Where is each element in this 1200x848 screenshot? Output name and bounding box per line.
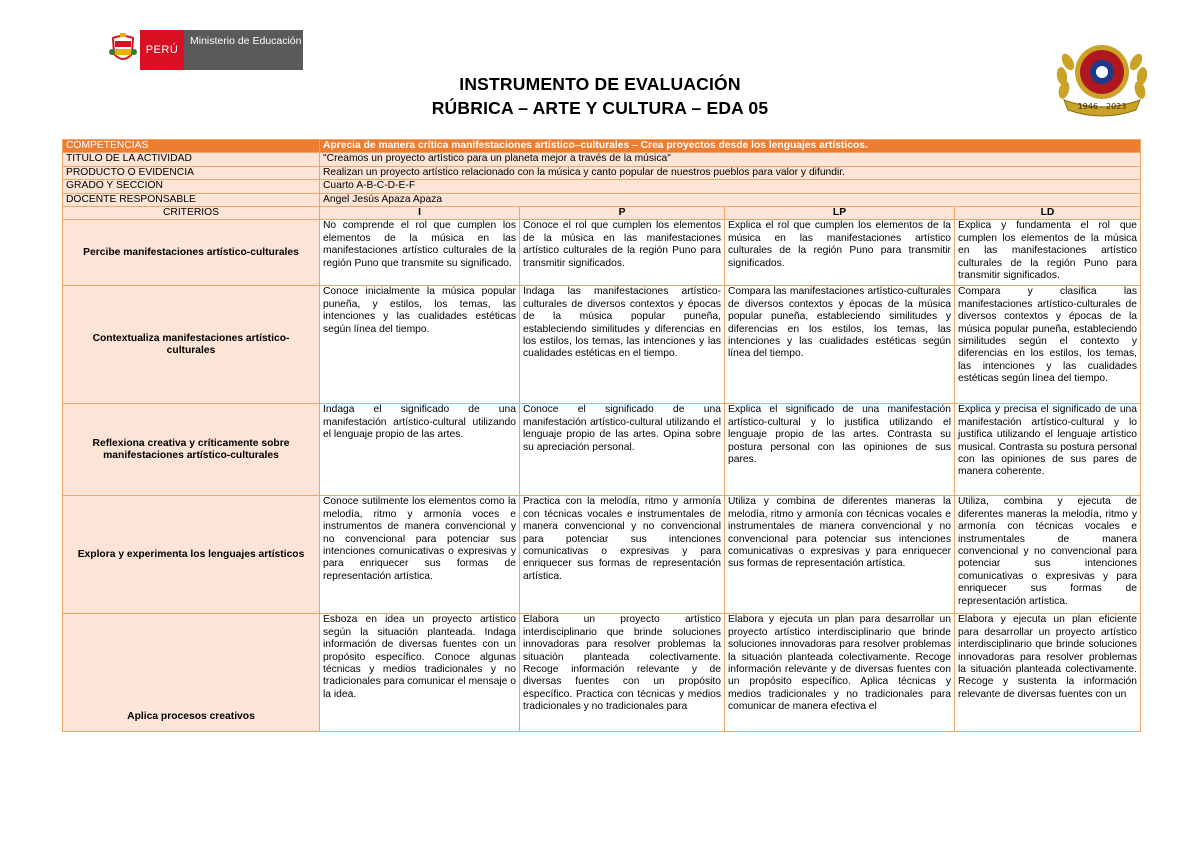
grado-value: Cuarto A-B-C-D-E-F: [320, 180, 1141, 193]
table-row: [63, 496, 1141, 614]
page-subtitle: RÚBRICA – ARTE Y CULTURA – EDA 05: [431, 98, 769, 118]
level-lp-cell: Explica el significado de una manifestación artístico-cultural y lo justifica utilizando el lenguaje propio de las artes. Contrasta su postura personal con las opiniones de sus pares.: [725, 404, 955, 496]
peru-label: PERÚ: [140, 30, 184, 70]
svg-text:1946 - 2023: 1946 - 2023: [1077, 102, 1127, 111]
competencias-label: COMPETENCIAS: [63, 140, 320, 153]
level-i-cell: Indaga el significado de una manifestación artístico-cultural utilizando el lenguaje propio de las artes.: [320, 404, 520, 496]
grado-label: GRADO Y SECCIÓN: [63, 180, 320, 193]
level-lp-header: LP: [725, 207, 955, 220]
level-ld-cell: Elabora y ejecuta un plan eficiente para desarrollar un proyecto artístico interdisciplinario que brinde soluciones innovadoras para resolver problemas la situación planteada colectivamente. Recoge y sustenta la información relevante de diversas fuentes con un: [955, 614, 1141, 732]
level-p-cell: Conoce el significado de una manifestación artístico-cultural utilizando el lenguaje propio de las artes. Opina sobre su apreciación personal.: [520, 404, 725, 496]
level-i-cell: Conoce sutilmente los elementos como la melodía, ritmo y armonía voces e instrumentos de manera convencional y no convencional para potenciar sus intenciones comunicativas o expresivas y para enriquecer sus formas de representación artística.: [320, 496, 520, 614]
competencias-row: [63, 140, 1141, 153]
level-i-cell: Esboza en idea un proyecto artístico según la situación planteada. Indaga información de diversas fuentes con un propósito específico. Conoce algunas técnicas y medios tradicionales y no tradicionales para comunicar el mensaje o la idea.: [320, 614, 520, 732]
titulo-value: "Creamos un proyecto artístico para un planeta mejor a través de la música": [320, 153, 1141, 166]
school-crest-icon: [1050, 34, 1154, 118]
rubric-table: [62, 139, 1141, 732]
producto-label: PRODUCTO O EVIDENCIA: [63, 166, 320, 179]
level-lp-cell: Utiliza y combina de diferentes maneras la melodía, ritmo y armonía con técnicas vocales e instrumentales de manera convencional y no convencional para potenciar sus intenciones comunicativas o expresivas y para enriquecer sus formas de representación artística.: [725, 496, 955, 614]
peru-shield-icon: [106, 30, 140, 70]
level-i-cell: No comprende el rol que cumplen los elementos de la música en las manifestaciones artístico culturales de la región Puno que transmite su significado.: [320, 220, 520, 286]
titulo-label: TITULO DE LA ACTIVIDAD: [63, 153, 320, 166]
criterion-cell: Aplica procesos creativos: [63, 614, 320, 732]
level-ld-cell: Explica y fundamenta el rol que cumplen los elementos de la música en las manifestaciones artístico culturales de la región Puno para transmitir significados.: [955, 220, 1141, 286]
level-ld-cell: Utiliza, combina y ejecuta de diferentes maneras la melodía, ritmo y armonía con técnicas vocales e instrumentales de manera convencional y no convencional para potenciar sus intenciones comunicativas o expresivas y para enriquecer sus formas de representación artística.: [955, 496, 1141, 614]
competencias-value: Aprecia de manera crítica manifestaciones artístico–culturales – Crea proyectos desde los lenguajes artísticos.: [320, 140, 1141, 153]
level-lp-cell: Elabora y ejecuta un plan para desarrollar un proyecto artístico interdisciplinario que brinde soluciones innovadoras para resolver problemas la situación planteada colectivamente. Recoge información relevante y de diversas fuentes con un propósito específico. Aplica técnicas y medios tradicionales y no tradicionales para comunicar de manera efectiva el: [725, 614, 955, 732]
table-row: [63, 404, 1141, 496]
titulo-row: [63, 153, 1141, 166]
level-ld-cell: Explica y precisa el significado de una manifestación artístico-cultural y lo justifica utilizando el lenguaje artístico musical. Contrasta su postura personal con las opiniones de sus pares de manera coherente.: [955, 404, 1141, 496]
level-p-cell: Indaga las manifestaciones artístico-culturales de diversos contextos y épocas de la música popular puneña, estableciendo similitudes y diferencias en los estilos, los temas, las intenciones y las cualidades estéticas en el tiempo.: [520, 286, 725, 404]
docente-value: Angel Jesús Apaza Apaza: [320, 193, 1141, 206]
level-ld-header: LD: [955, 207, 1141, 220]
criterion-cell: Percibe manifestaciones artístico-culturales: [63, 220, 320, 286]
level-lp-cell: Explica el rol que cumplen los elementos de la música en las manifestaciones artístico culturales de la región Puno para transmitir significados.: [725, 220, 955, 286]
ministry-label: Ministerio de Educación: [184, 30, 303, 70]
level-p-cell: Practica con la melodía, ritmo y armonía con técnicas vocales e instrumentales de manera convencional y no convencional para potenciar sus intenciones comunicativas o expresivas y para enriquecer sus formas de representación artística.: [520, 496, 725, 614]
criterios-header: CRITERIOS: [63, 207, 320, 220]
level-i-header: I: [320, 207, 520, 220]
level-p-cell: Conoce el rol que cumplen los elementos de la música en las manifestaciones artístico culturales de la región Puno para transmitir significados.: [520, 220, 725, 286]
level-p-cell: Elabora un proyecto artístico interdisciplinario que brinde soluciones innovadoras para resolver problemas la situación planteada colectivamente. Recoge información relevante y de diversas fuentes con un propósito específico. Practica con técnicas y medios tradicionales y no tradicionales para: [520, 614, 725, 732]
level-p-header: P: [520, 207, 725, 220]
criterion-cell: Reflexiona creativa y críticamente sobre manifestaciones artístico-culturales: [63, 404, 320, 496]
producto-value: Realizan un proyecto artístico relacionado con la música y canto popular de nuestros pueblos para valor y difundir.: [320, 166, 1141, 179]
criterion-cell: Contextualiza manifestaciones artístico-culturales: [63, 286, 320, 404]
ministry-logo: [106, 30, 303, 70]
level-lp-cell: Compara las manifestaciones artístico-culturales de diversos contextos y épocas de la música popular puneña, estableciendo similitudes y diferencias en los estilos, los temas, las intenciones y las cualidades estéticas según línea del tiempo.: [725, 286, 955, 404]
level-i-cell: Conoce inicialmente la música popular puneña, y estilos, los temas, las intenciones y las cualidades estéticas según línea del tiempo.: [320, 286, 520, 404]
table-row: [63, 220, 1141, 286]
docente-row: [63, 193, 1141, 206]
criterion-cell: Explora y experimenta los lenguajes artísticos: [63, 496, 320, 614]
docente-label: DOCENTE RESPONSABLE: [63, 193, 320, 206]
level-ld-cell: Compara y clasifica las manifestaciones artístico-culturales de diversos contextos y épocas de la música popular puneña, estableciendo similitudes según el contexto y diferencias en los estilos, los temas, las intenciones y las cualidades estéticas según línea del tiempo.: [955, 286, 1141, 404]
table-row: [63, 286, 1141, 404]
grado-row: [63, 180, 1141, 193]
column-header-row: [63, 207, 1141, 220]
producto-row: [63, 166, 1141, 179]
page-title: INSTRUMENTO DE EVALUACIÓN: [459, 74, 741, 94]
table-row: [63, 614, 1141, 732]
